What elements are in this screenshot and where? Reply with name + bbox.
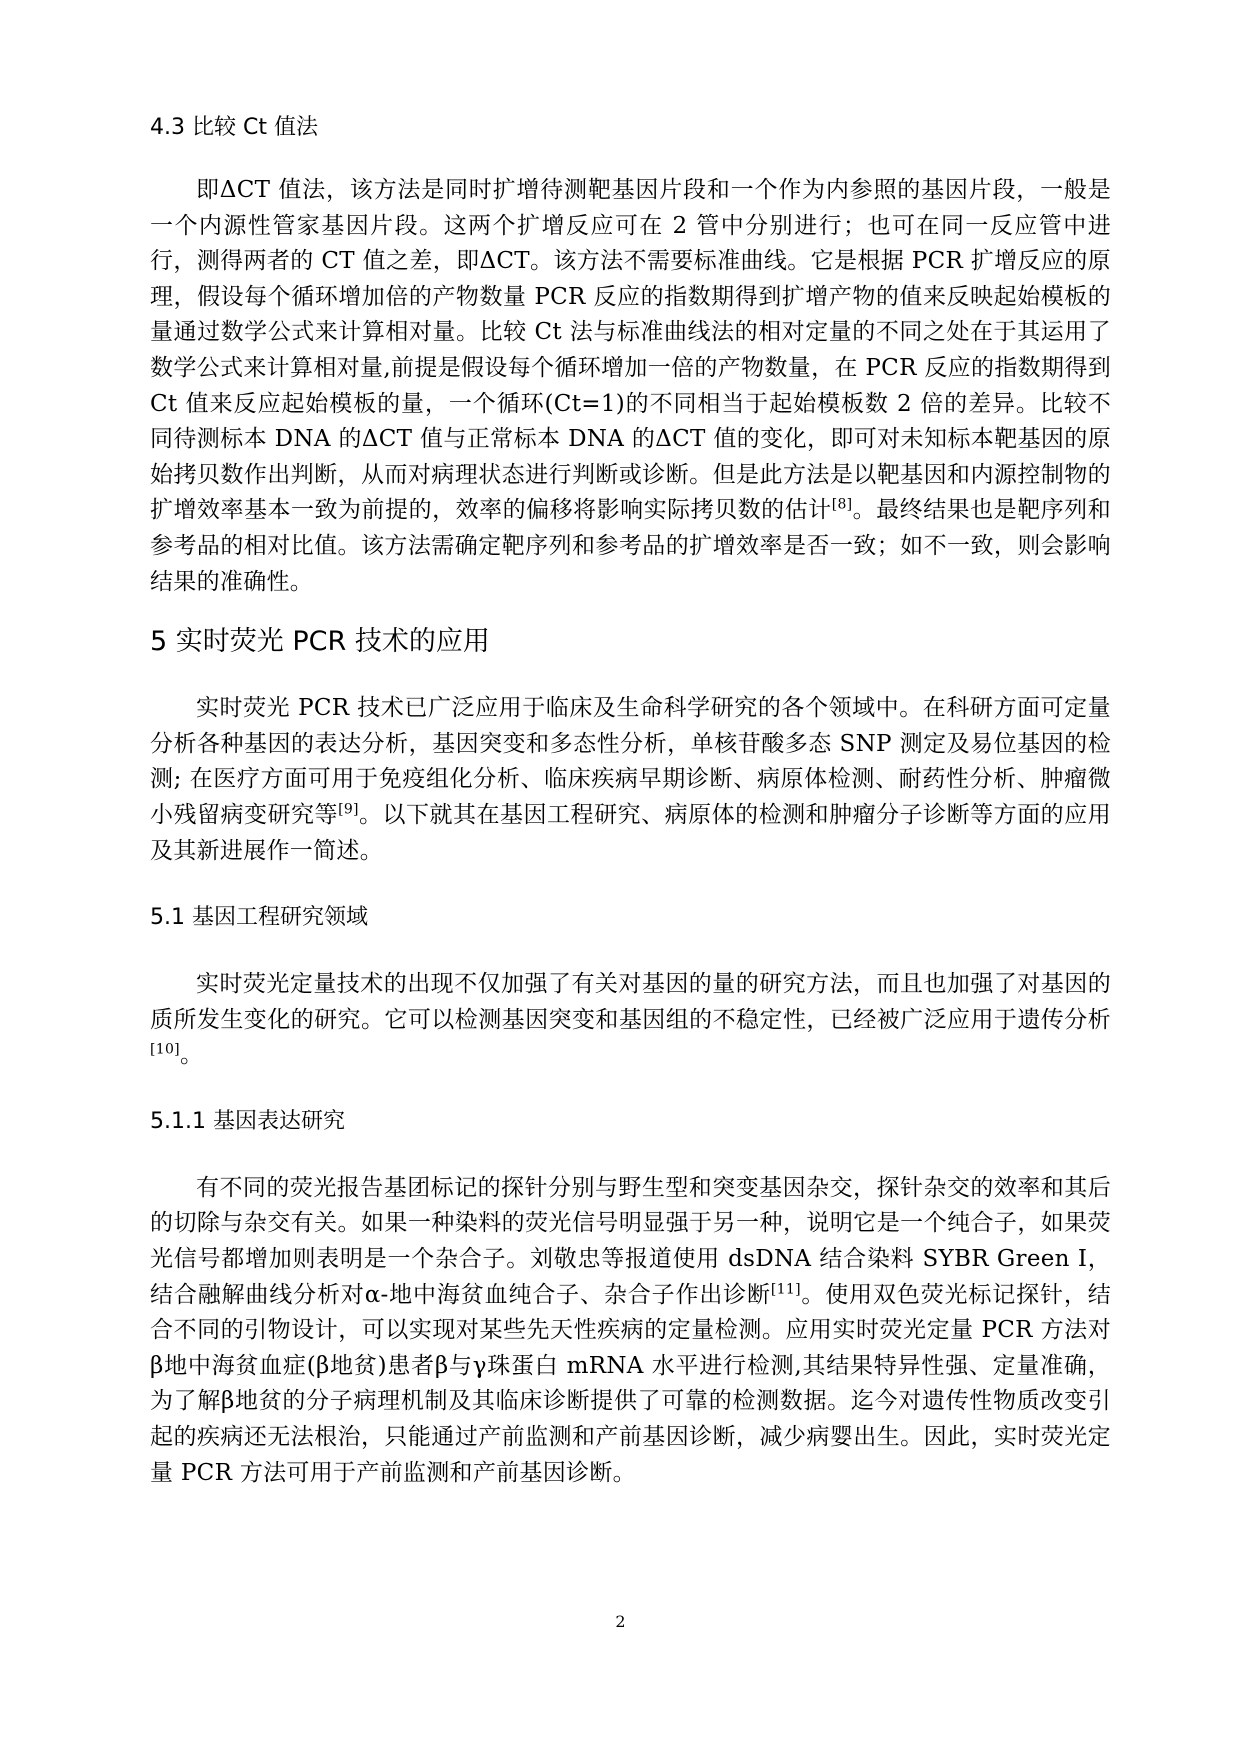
section-5-1-1-paragraph (150, 1171, 1111, 1491)
paragraph-text: 。 (179, 1042, 204, 1069)
paragraph-text: 实时荧光定量技术的出现不仅加强了有关对基因的量的研究方法，而且也加强了对基因的质所发生变化的研究。它可以检测基因突变和基因组的不稳定性，已经被广泛应用于遗传分析 (150, 971, 1111, 1033)
paragraph-text: 有不同的荧光报告基团标记的探针分别与野生型和突变基因杂交，探针杂交的效率和其后的切除与杂交有关。如果一种染料的荧光信号明显强于另一种，说明它是一个纯合子，如果荧光信号都增加则表明是一个杂合子。刘敬忠等报道使用 dsDNA 结合染料 SYBR Green I，结合融解曲线分析对α-地中海贫血纯合子、杂合子作出诊断 (150, 1174, 1111, 1308)
page-content (150, 113, 1111, 1491)
paragraph-text: 实时荧光 PCR 技术已广泛应用于临床及生命科学研究的各个领域中。在科研方面可定量分析各种基因的表达分析，基因突变和多态性分析，单核苷酸多态 SNP 测定及易位基因的检测; 在医疗方面可用于免疫组化分析、临床疾病早期诊断、病原体检测、耐药性分析、肿瘤微小残留病变研究等 (150, 695, 1111, 828)
paragraph-text: 。以下就其在基因工程研究、病原体的检测和肿瘤分子诊断等方面的应用及其新进展作一简述。 (150, 801, 1111, 864)
paragraph-text: 。使用双色荧光标记探针，结合不同的引物设计，可以实现对某些先天性疾病的定量检测。应用实时荧光定量 PCR 方法对β地中海贫血症(β地贫)患者β与γ珠蛋白 mRNA 水平进行检测,其结果特异性强、定量准确，为了解β地贫的分子病理机制及其临床诊断提供了可靠的检测数据。迄今对遗传性物质改变引起的疾病还无法根治，只能通过产前监测和产前基因诊断，减少病婴出生。因此，实时荧光定量 PCR 方法可用于产前监测和产前基因诊断。 (150, 1281, 1112, 1486)
citation: [11] (770, 1281, 801, 1297)
citation: [8] (831, 496, 853, 513)
section-heading-4-3: 4.3 比较 Ct 值法 (150, 115, 318, 140)
section-heading-5-1: 5.1 基因工程研究领域 (150, 905, 368, 931)
section-5-paragraph (150, 691, 1111, 869)
citation: [9] (338, 801, 359, 818)
section-heading-5-1-1: 5.1.1 基因表达研究 (150, 1108, 345, 1134)
section-5-1-paragraph (150, 967, 1111, 1074)
paragraph-text: 即ΔCT 值法，该方法是同时扩增待测靶基因片段和一个作为内参照的基因片段，一般是一个内源性管家基因片段。这两个扩增反应可在 2 管中分别进行；也可在同一反应管中进行，测得两者的 CT 值之差，即ΔCT。该方法不需要标准曲线。它是根据 PCR 扩增反应的原理，假设每个循环增加倍的产物数量 PCR 反应的指数期得到扩增产物的值来反映起始模板的量通过数学公式来计算相对量。比较 Ct 法与标准曲线法的相对定量的不同之处在于其运用了数学公式来计算相对量,前提是假设每个循环增加一倍的产物数量，在 PCR 反应的指数期得到 Ct 值来反应起始模板的量，一个循环(Ct=1)的不同相当于起始模板数 2 倍的差异。比较不同待测标本 DNA 的ΔCT 值与正常标本 DNA 的ΔCT 值的变化，即可对未知标本靶基因的原始拷贝数作出判断，从而对病理状态进行判断或诊断。但是此方法是以靶基因和内源控制物的扩增效率基本一致为前提的，效率的偏移将影响实际拷贝数的估计 (150, 177, 1111, 524)
page-number: 2 (615, 1612, 626, 1631)
section-4-3-paragraph (150, 173, 1111, 600)
section-heading-5: 5 实时荧光 PCR 技术的应用 (150, 626, 490, 658)
citation: [10] (150, 1041, 180, 1058)
paragraph-text: 。最终结果也是靶序列和参考品的相对比值。该方法需确定靶序列和参考品的扩增效率是否一致；如不一致，则会影响结果的准确性。 (150, 497, 1111, 595)
